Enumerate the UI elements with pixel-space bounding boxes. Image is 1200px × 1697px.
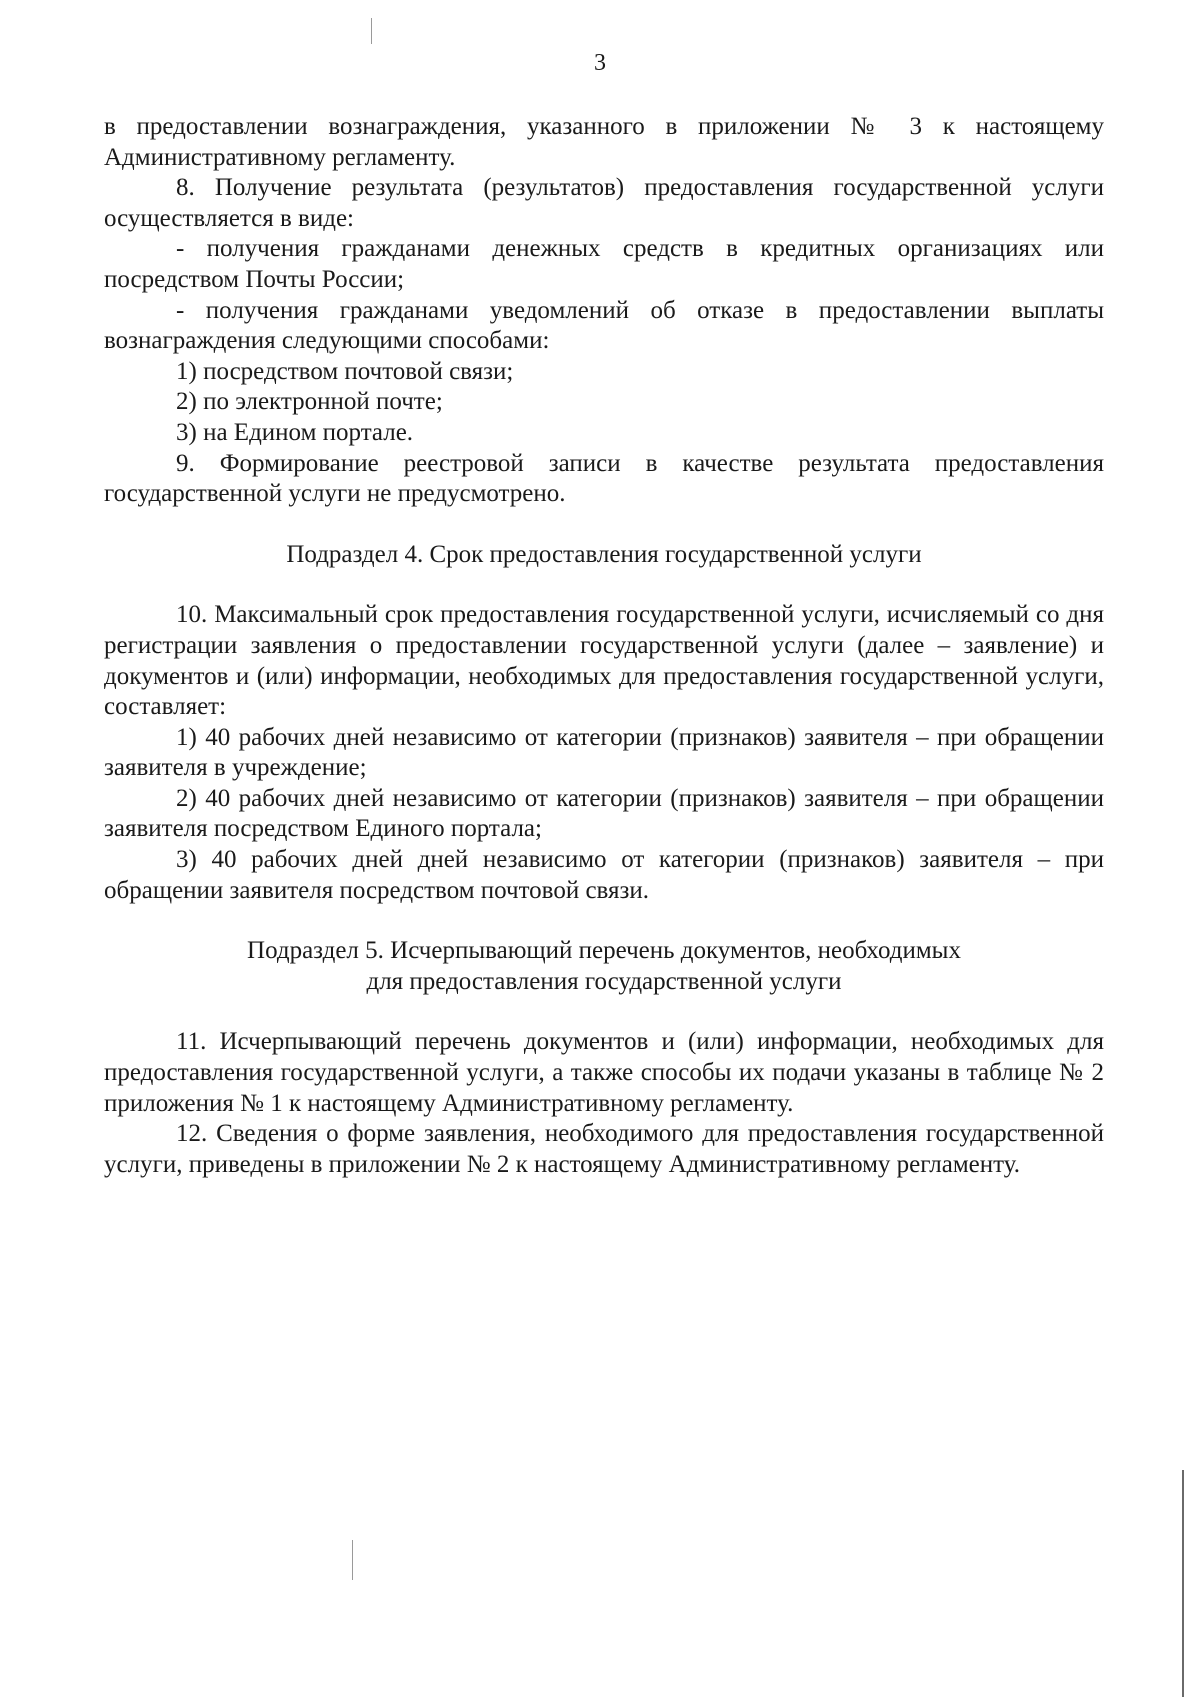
document-body <box>104 112 1104 1180</box>
paragraph-8-way-1: 1) посредством почтовой связи; <box>176 357 514 385</box>
paragraph-10-item-1: 1) 40 рабочих дней независимо от категории (признаков) заявителя – при обращении заявителя в учреждение; <box>104 723 1104 782</box>
scan-artifact-top <box>371 18 372 44</box>
paragraph-9: 9. Формирование реестровой записи в качестве результата предоставления государственной услуги не предусмотрено. <box>104 449 1104 508</box>
paragraph-8-item-1: - получения гражданами денежных средств в кредитных организациях или посредством Почты России; <box>104 235 1104 293</box>
page-number: 3 <box>594 50 606 76</box>
scan-artifact-right-edge <box>1182 1470 1184 1697</box>
spacer <box>104 510 1104 540</box>
paragraph-12: 12. Сведения о форме заявления, необходимого для предоставления государственной услуги, приведены в приложении № 2 к настоящему Административному регламенту. <box>104 1120 1104 1178</box>
spacer <box>104 906 1104 936</box>
section-5-heading-line-2: для предоставления государственной услуги <box>366 967 842 995</box>
paragraph-8: 8. Получение результата (результатов) предоставления государственной услуги осуществляется в виде: <box>104 174 1104 232</box>
paragraph-8-way-2: 2) по электронной почте; <box>176 388 443 416</box>
paragraph-10-item-3: 3) 40 рабочих дней дней независимо от категории (признаков) заявителя – при обращении заявителя посредством почтовой связи. <box>104 846 1104 904</box>
spacer <box>104 570 1104 600</box>
paragraph-11: 11. Исчерпывающий перечень документов и (или) информации, необходимых для предоставления государственной услуги, а также способы их подачи указаны в таблице № 2 приложения № 1 к настоящему Административному регламенту. <box>104 1028 1104 1117</box>
spacer <box>104 997 1104 1027</box>
section-4-heading: Подраздел 4. Срок предоставления государственной услуги <box>286 540 922 568</box>
paragraph-continuation: в предоставлении вознаграждения, указанного в приложении № 3 к настоящему Административному регламенту. <box>104 113 1104 171</box>
paragraph-10: 10. Максимальный срок предоставления государственной услуги, исчисляемый со дня регистрации заявления о предоставлении государственной услуги (далее – заявление) и документов и (или) информации, необходимых для предоставления государственной услуги, составляет: <box>104 601 1104 721</box>
scan-artifact-bottom <box>352 1540 353 1580</box>
paragraph-8-way-3: 3) на Едином портале. <box>176 418 414 446</box>
paragraph-10-item-2: 2) 40 рабочих дней независимо от категории (признаков) заявителя – при обращении заявителя посредством Единого портала; <box>104 784 1104 843</box>
paragraph-8-item-2: - получения гражданами уведомлений об отказе в предоставлении выплаты вознаграждения следующими способами: <box>104 296 1104 355</box>
section-5-heading-line-1: Подраздел 5. Исчерпывающий перечень документов, необходимых <box>247 937 961 965</box>
